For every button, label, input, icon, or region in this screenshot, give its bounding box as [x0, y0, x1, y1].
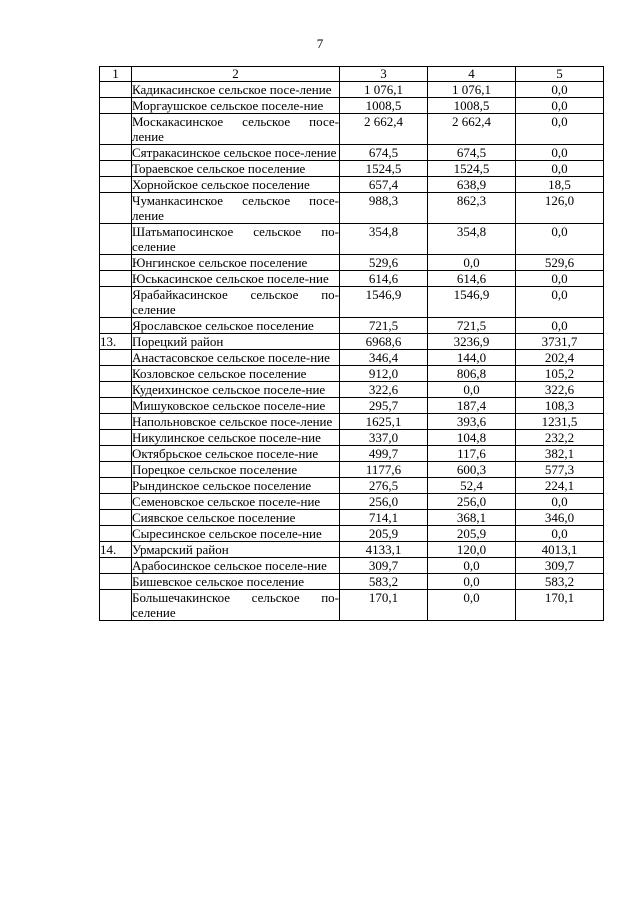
table-row	[100, 287, 604, 318]
settlement-name-cell: Напольновское сельское посе-ление	[132, 414, 340, 430]
value-cell-col3: 1177,6	[340, 462, 428, 478]
row-number-cell	[100, 224, 132, 255]
table-row	[100, 334, 604, 350]
page-number: 7	[316, 36, 324, 51]
table-row	[100, 558, 604, 574]
row-number-cell	[100, 430, 132, 446]
table-row	[100, 414, 604, 430]
value-cell-col5: 0,0	[516, 114, 604, 145]
value-cell-col3: 1008,5	[340, 98, 428, 114]
value-cell-col4: 0,0	[428, 382, 516, 398]
settlement-name-cell: Бишевское сельское поселение	[132, 574, 340, 590]
settlement-name-cell: Козловское сельское поселение	[132, 366, 340, 382]
value-cell-col4: 0,0	[428, 558, 516, 574]
settlement-name-cell: Никулинское сельское поселе-ние	[132, 430, 340, 446]
row-number-cell	[100, 114, 132, 145]
row-number-cell	[100, 98, 132, 114]
value-cell-col4: 117,6	[428, 446, 516, 462]
value-cell-col5: 0,0	[516, 82, 604, 98]
value-cell-col5: 346,0	[516, 510, 604, 526]
settlement-name-cell: Мишуковское сельское поселе-ние	[132, 398, 340, 414]
value-cell-col3: 1 076,1	[340, 82, 428, 98]
value-cell-col4: 614,6	[428, 271, 516, 287]
value-cell-col5: 0,0	[516, 494, 604, 510]
row-number-cell	[100, 366, 132, 382]
table-row	[100, 318, 604, 334]
value-cell-col5: 3731,7	[516, 334, 604, 350]
table-row	[100, 510, 604, 526]
column-header-1: 1	[100, 67, 132, 82]
value-cell-col5: 0,0	[516, 318, 604, 334]
table-row	[100, 224, 604, 255]
value-cell-col5: 4013,1	[516, 542, 604, 558]
value-cell-col4: 1008,5	[428, 98, 516, 114]
table-row	[100, 366, 604, 382]
value-cell-col4: 52,4	[428, 478, 516, 494]
settlement-name-cell: Юнгинское сельское поселение	[132, 255, 340, 271]
value-cell-col4: 0,0	[428, 590, 516, 621]
value-cell-col5: 309,7	[516, 558, 604, 574]
row-number-cell	[100, 590, 132, 621]
settlement-name-cell: Кадикасинское сельское посе-ление	[132, 82, 340, 98]
value-cell-col3: 309,7	[340, 558, 428, 574]
settlement-name-cell: Урмарский район	[132, 542, 340, 558]
settlement-name-cell: Ярабайкасинское сельское по-селение	[132, 287, 339, 317]
row-number-cell	[100, 398, 132, 414]
row-number-cell	[100, 255, 132, 271]
table-row	[100, 271, 604, 287]
value-cell-col4: 354,8	[428, 224, 516, 255]
table-row	[100, 430, 604, 446]
row-number-cell	[100, 574, 132, 590]
table-header-row	[100, 67, 604, 82]
value-cell-col3: 6968,6	[340, 334, 428, 350]
row-number-cell	[100, 145, 132, 161]
value-cell-col3: 1524,5	[340, 161, 428, 177]
settlement-name-cell: Сятракасинское сельское посе-ление	[132, 145, 340, 161]
settlement-name-cell: Анастасовское сельское поселе-ние	[132, 350, 340, 366]
value-cell-col3: 714,1	[340, 510, 428, 526]
row-number-cell: 13.	[100, 334, 132, 350]
table-row	[100, 526, 604, 542]
table-row	[100, 350, 604, 366]
value-cell-col4: 0,0	[428, 574, 516, 590]
value-cell-col3: 170,1	[340, 590, 428, 621]
row-number-cell	[100, 161, 132, 177]
table-row	[100, 542, 604, 558]
settlement-name-cell: Ярославское сельское поселение	[132, 318, 340, 334]
value-cell-col5: 322,6	[516, 382, 604, 398]
value-cell-col3: 499,7	[340, 446, 428, 462]
value-cell-col5: 126,0	[516, 193, 604, 224]
row-number-cell	[100, 446, 132, 462]
value-cell-col5: 108,3	[516, 398, 604, 414]
row-number-cell	[100, 510, 132, 526]
table-row	[100, 574, 604, 590]
value-cell-col4: 256,0	[428, 494, 516, 510]
value-cell-col4: 0,0	[428, 255, 516, 271]
settlement-name-cell: Чуманкасинское сельское посе-ление	[132, 193, 339, 223]
row-number-cell	[100, 287, 132, 318]
value-cell-col4: 1524,5	[428, 161, 516, 177]
value-cell-col5: 577,3	[516, 462, 604, 478]
value-cell-col3: 346,4	[340, 350, 428, 366]
value-cell-col3: 1546,9	[340, 287, 428, 318]
value-cell-col3: 657,4	[340, 177, 428, 193]
value-cell-col5: 105,2	[516, 366, 604, 382]
row-number-cell	[100, 382, 132, 398]
column-header-3: 3	[340, 67, 428, 82]
row-number-cell	[100, 193, 132, 224]
value-cell-col4: 368,1	[428, 510, 516, 526]
value-cell-col4: 674,5	[428, 145, 516, 161]
value-cell-col3: 529,6	[340, 255, 428, 271]
value-cell-col3: 322,6	[340, 382, 428, 398]
row-number-cell	[100, 271, 132, 287]
value-cell-col4: 144,0	[428, 350, 516, 366]
value-cell-col5: 202,4	[516, 350, 604, 366]
budget-table	[99, 66, 604, 621]
settlement-name-cell: Арабосинское сельское поселе-ние	[132, 558, 340, 574]
value-cell-col5: 529,6	[516, 255, 604, 271]
table-row	[100, 193, 604, 224]
value-cell-col4: 187,4	[428, 398, 516, 414]
row-number-cell	[100, 526, 132, 542]
settlement-name-cell: Шатьмапосинское сельское по-селение	[132, 224, 339, 254]
table-row	[100, 82, 604, 98]
settlement-name-cell: Москакасинское сельское посе-ление	[132, 114, 339, 144]
settlement-name-cell: Порецкое сельское поселение	[132, 462, 340, 478]
value-cell-col4: 104,8	[428, 430, 516, 446]
table-row	[100, 161, 604, 177]
column-header-4: 4	[428, 67, 516, 82]
value-cell-col3: 614,6	[340, 271, 428, 287]
value-cell-col3: 583,2	[340, 574, 428, 590]
column-header-5: 5	[516, 67, 604, 82]
value-cell-col4: 600,3	[428, 462, 516, 478]
value-cell-col5: 18,5	[516, 177, 604, 193]
table-row	[100, 114, 604, 145]
table-body	[100, 82, 604, 621]
value-cell-col5: 0,0	[516, 526, 604, 542]
table-row	[100, 590, 604, 621]
settlement-name-cell: Сыресинское сельское поселе-ние	[132, 526, 340, 542]
table-row	[100, 462, 604, 478]
settlement-name-cell: Рындинское сельское поселение	[132, 478, 340, 494]
settlement-name-cell: Семеновское сельское поселе-ние	[132, 494, 340, 510]
value-cell-col3: 276,5	[340, 478, 428, 494]
value-cell-col5: 0,0	[516, 287, 604, 318]
value-cell-col4: 638,9	[428, 177, 516, 193]
row-number-cell	[100, 350, 132, 366]
value-cell-col5: 170,1	[516, 590, 604, 621]
value-cell-col3: 988,3	[340, 193, 428, 224]
value-cell-col5: 382,1	[516, 446, 604, 462]
table-row	[100, 98, 604, 114]
table-row	[100, 255, 604, 271]
value-cell-col5: 0,0	[516, 224, 604, 255]
table-header	[100, 67, 604, 82]
row-number-cell	[100, 462, 132, 478]
value-cell-col4: 1546,9	[428, 287, 516, 318]
table-row	[100, 478, 604, 494]
value-cell-col5: 0,0	[516, 98, 604, 114]
value-cell-col3: 4133,1	[340, 542, 428, 558]
settlement-name-cell: Большечакинское сельское по-селение	[132, 590, 339, 620]
value-cell-col4: 862,3	[428, 193, 516, 224]
value-cell-col3: 2 662,4	[340, 114, 428, 145]
row-number-cell	[100, 82, 132, 98]
row-number-cell	[100, 558, 132, 574]
value-cell-col5: 1231,5	[516, 414, 604, 430]
value-cell-col3: 256,0	[340, 494, 428, 510]
row-number-cell	[100, 414, 132, 430]
value-cell-col4: 721,5	[428, 318, 516, 334]
value-cell-col4: 3236,9	[428, 334, 516, 350]
value-cell-col3: 1625,1	[340, 414, 428, 430]
settlement-name-cell: Тораевское сельское поселение	[132, 161, 340, 177]
table-row	[100, 398, 604, 414]
table-row	[100, 446, 604, 462]
settlement-name-cell: Хорнойское сельское поселение	[132, 177, 340, 193]
value-cell-col3: 721,5	[340, 318, 428, 334]
settlement-name-cell: Сиявское сельское поселение	[132, 510, 340, 526]
settlement-name-cell: Октябрьское сельское поселе-ние	[132, 446, 340, 462]
row-number-cell	[100, 494, 132, 510]
row-number-cell: 14.	[100, 542, 132, 558]
value-cell-col5: 224,1	[516, 478, 604, 494]
table-row	[100, 177, 604, 193]
value-cell-col5: 583,2	[516, 574, 604, 590]
value-cell-col3: 205,9	[340, 526, 428, 542]
value-cell-col4: 120,0	[428, 542, 516, 558]
value-cell-col4: 1 076,1	[428, 82, 516, 98]
table-row	[100, 494, 604, 510]
row-number-cell	[100, 318, 132, 334]
row-number-cell	[100, 478, 132, 494]
value-cell-col3: 674,5	[340, 145, 428, 161]
value-cell-col3: 912,0	[340, 366, 428, 382]
value-cell-col3: 354,8	[340, 224, 428, 255]
table-row	[100, 382, 604, 398]
value-cell-col3: 295,7	[340, 398, 428, 414]
settlement-name-cell: Кудеихинское сельское поселе-ние	[132, 382, 340, 398]
value-cell-col4: 205,9	[428, 526, 516, 542]
value-cell-col3: 337,0	[340, 430, 428, 446]
value-cell-col5: 0,0	[516, 271, 604, 287]
column-header-2: 2	[132, 67, 340, 82]
table-row	[100, 145, 604, 161]
settlement-name-cell: Порецкий район	[132, 334, 340, 350]
value-cell-col4: 806,8	[428, 366, 516, 382]
value-cell-col4: 393,6	[428, 414, 516, 430]
settlement-name-cell: Юськасинское сельское поселе-ние	[132, 271, 340, 287]
value-cell-col5: 0,0	[516, 161, 604, 177]
settlement-name-cell: Моргаушское сельское поселе-ние	[132, 98, 340, 114]
row-number-cell	[100, 177, 132, 193]
value-cell-col5: 232,2	[516, 430, 604, 446]
value-cell-col4: 2 662,4	[428, 114, 516, 145]
value-cell-col5: 0,0	[516, 145, 604, 161]
